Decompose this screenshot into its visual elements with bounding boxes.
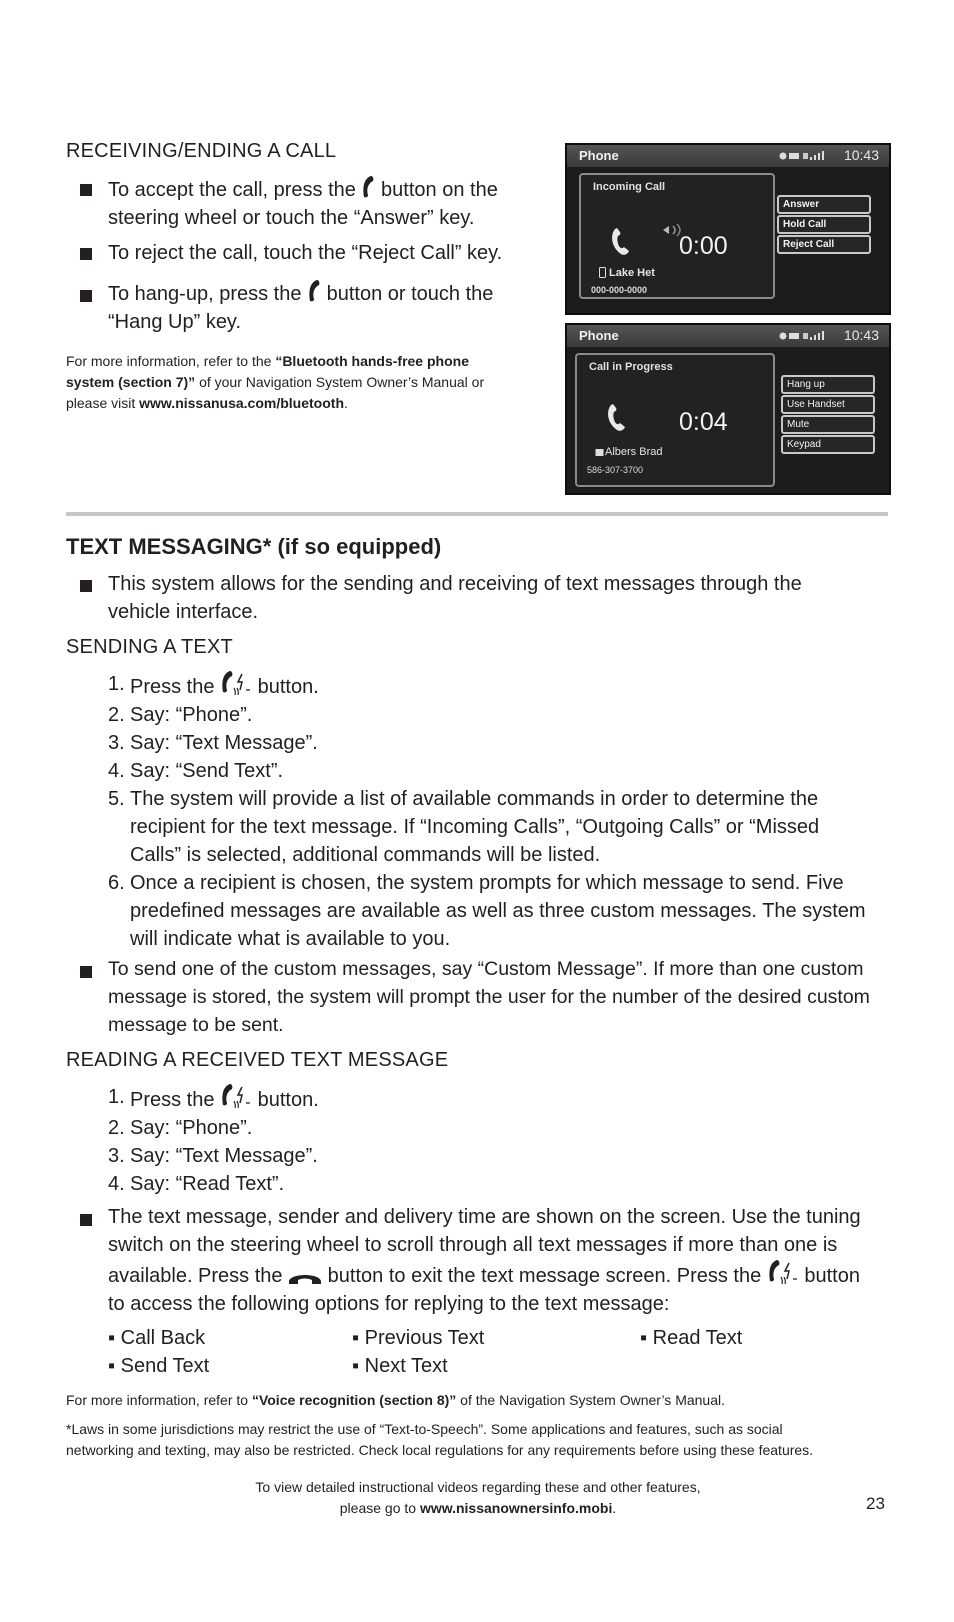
shown-line-4: to access the following options for replying to the text message: bbox=[108, 1293, 670, 1315]
shown-line-3b: button to exit the text message screen. Press the bbox=[327, 1265, 762, 1287]
info-text-2: of your Navigation System Owner’s Manual or bbox=[199, 374, 485, 390]
step-number: 4. bbox=[108, 760, 125, 782]
info-ref-2: system (section 7)” bbox=[66, 374, 196, 390]
bullet-marker bbox=[80, 1214, 92, 1226]
receiving-heading: RECEIVING/ENDING A CALL bbox=[66, 140, 337, 162]
list-item bbox=[108, 1114, 908, 1142]
list-item bbox=[108, 757, 908, 785]
step-text: Once a recipient is chosen, the system prompts for which message to send. Five bbox=[130, 872, 844, 894]
shown-line-3: available. Press the bbox=[108, 1265, 283, 1287]
step-number: 1. bbox=[108, 673, 125, 695]
voice-text-2: of the Navigation System Owner’s Manual. bbox=[460, 1392, 726, 1408]
sending-steps bbox=[108, 670, 908, 953]
hangup-text-3: “Hang Up” key. bbox=[108, 311, 242, 333]
accept-call-bullet bbox=[108, 175, 528, 232]
step-text: Say: “Send Text”. bbox=[130, 760, 284, 782]
step-text-2: recipient for the text message. If “Incoming Calls”, “Outgoing Calls” or “Missed bbox=[130, 816, 820, 838]
step-number: 3. bbox=[108, 1145, 125, 1167]
panel-label: Incoming Call bbox=[593, 181, 666, 193]
custom-message-bullet bbox=[108, 955, 908, 1039]
call-timer: 0:00 bbox=[679, 232, 728, 260]
info-text: For more information, refer to the bbox=[66, 353, 272, 369]
list-item bbox=[108, 670, 908, 701]
accept-text: To accept the call, press the bbox=[108, 179, 356, 201]
answer-button[interactable]: Answer bbox=[777, 195, 871, 214]
phone-icon bbox=[307, 279, 321, 303]
list-item bbox=[108, 729, 908, 757]
screen-clock: 10:43 bbox=[843, 327, 879, 343]
step-text: Say: “Phone”. bbox=[130, 1117, 253, 1139]
info-text-3: please visit bbox=[66, 395, 136, 411]
voice-ref: “Voice recognition (section 8)” bbox=[251, 1392, 457, 1408]
custom-line-2: message is stored, the system will prompt the user for the number of the desired custom bbox=[108, 986, 870, 1008]
hang-up-bullet bbox=[108, 279, 528, 336]
laws-line: *Laws in some jurisdictions may restrict the use of “Text-to-Speech”. Some applications and features, such as social bbox=[66, 1421, 783, 1437]
step-number: 3. bbox=[108, 732, 125, 754]
incoming-call-panel bbox=[579, 173, 775, 299]
mobile-icon bbox=[599, 267, 606, 278]
hangup-text-2: button or touch the bbox=[326, 283, 494, 305]
step-text: Say: “Phone”. bbox=[130, 704, 253, 726]
phone-voice-icon bbox=[767, 1259, 799, 1285]
list-item bbox=[108, 869, 908, 953]
bullet-marker bbox=[80, 966, 92, 978]
caller-name: Albers Brad bbox=[605, 446, 663, 458]
custom-line-3: message to be sent. bbox=[108, 1014, 284, 1036]
step-number: 2. bbox=[108, 1117, 125, 1139]
step-text-2: button. bbox=[257, 1089, 319, 1111]
step-text: Say: “Read Text”. bbox=[130, 1173, 285, 1195]
reading-heading: READING A RECEIVED TEXT MESSAGE bbox=[66, 1049, 449, 1071]
laws-line-2: networking and texting, may also be restricted. Check local regulations for any requirements before using these features. bbox=[66, 1442, 814, 1458]
screen-header bbox=[567, 145, 889, 167]
step-text: Say: “Text Message”. bbox=[130, 1145, 318, 1167]
shown-line-2: switch on the steering wheel to scroll through all text messages if more than one is bbox=[108, 1234, 838, 1256]
use-handset-button[interactable]: Use Handset bbox=[781, 395, 875, 414]
phone-icon bbox=[361, 175, 375, 199]
hang-up-icon bbox=[288, 1271, 322, 1285]
bullet-marker bbox=[80, 290, 92, 302]
step-number: 2. bbox=[108, 704, 125, 726]
voice-text: For more information, refer to bbox=[66, 1392, 249, 1408]
status-icons bbox=[779, 150, 827, 161]
section-divider bbox=[66, 512, 888, 516]
screen-title: Phone bbox=[579, 328, 619, 343]
shown-line-3c: button bbox=[804, 1265, 860, 1287]
step-number: 5. bbox=[108, 788, 125, 810]
caller-name: Lake Het bbox=[609, 267, 655, 279]
texting-intro bbox=[108, 570, 908, 626]
screen-header bbox=[567, 325, 889, 347]
texting-title: TEXT MESSAGING* (if so equipped) bbox=[66, 534, 442, 559]
info-ref: “Bluetooth hands-free phone bbox=[275, 353, 469, 369]
step-text: Press the bbox=[130, 676, 215, 698]
hangup-text: To hang-up, press the bbox=[108, 283, 302, 305]
step-text-3: Calls” is selected, additional commands will be listed. bbox=[130, 844, 601, 866]
reject-call-bullet: To reject the call, touch the “Reject Call” key. bbox=[108, 242, 503, 264]
intro-line-2: vehicle interface. bbox=[108, 601, 259, 623]
option-read-text: ▪ Read Text bbox=[640, 1327, 743, 1349]
step-text: Press the bbox=[130, 1089, 215, 1111]
footer-line: To view detailed instructional videos regarding these and other features, bbox=[255, 1479, 701, 1495]
list-item bbox=[108, 1170, 908, 1198]
list-item bbox=[108, 1142, 908, 1170]
panel-label: Call in Progress bbox=[589, 361, 673, 373]
custom-line: To send one of the custom messages, say “Custom Message”. If more than one custom bbox=[108, 958, 864, 980]
step-number: 6. bbox=[108, 872, 125, 894]
phone-voice-icon bbox=[220, 670, 252, 696]
call-progress-panel bbox=[575, 353, 775, 487]
step-text-2: button. bbox=[257, 676, 319, 698]
option-previous-text: ▪ Previous Text bbox=[352, 1327, 485, 1349]
intro-line: This system allows for the sending and receiving of text messages through the bbox=[108, 573, 802, 595]
step-text: Say: “Text Message”. bbox=[130, 732, 318, 754]
sending-heading: SENDING A TEXT bbox=[66, 636, 233, 658]
bluetooth-more-info bbox=[66, 351, 536, 414]
shown-line: The text message, sender and delivery time are shown on the screen. Use the tuning bbox=[108, 1206, 861, 1228]
hang-up-button[interactable]: Hang up bbox=[781, 375, 875, 394]
reject-call-button[interactable]: Reject Call bbox=[777, 235, 871, 254]
bullet-marker bbox=[80, 184, 92, 196]
reading-steps bbox=[108, 1083, 908, 1198]
step-number: 1. bbox=[108, 1086, 125, 1108]
bullet-marker bbox=[80, 580, 92, 592]
step-text-3: will indicate what is available to you. bbox=[130, 928, 451, 950]
home-icon bbox=[595, 447, 604, 456]
screen-clock: 10:43 bbox=[843, 147, 879, 163]
call-timer: 0:04 bbox=[679, 408, 728, 436]
option-call-back: ▪ Call Back bbox=[108, 1327, 206, 1349]
bluetooth-link[interactable]: www.nissanusa.com/bluetooth bbox=[139, 395, 344, 411]
status-icons bbox=[779, 330, 827, 341]
accept-text-3: steering wheel or touch the “Answer” key. bbox=[108, 207, 475, 229]
page-number: 23 bbox=[866, 1494, 885, 1513]
option-next-text: ▪ Next Text bbox=[352, 1355, 448, 1377]
step-text: The system will provide a list of available commands in order to determine the bbox=[130, 788, 819, 810]
caller-number: 586-307-3700 bbox=[587, 465, 644, 475]
owners-info-link[interactable]: www.nissanownersinfo.mobi bbox=[419, 1500, 613, 1516]
voice-recognition-info bbox=[66, 1390, 886, 1411]
caller-number: 000-000-0000 bbox=[591, 285, 648, 295]
mute-button[interactable]: Mute bbox=[781, 415, 875, 434]
step-text-2: predefined messages are available as well as three custom messages. The system bbox=[130, 900, 866, 922]
bullet-marker bbox=[80, 248, 92, 260]
keypad-button[interactable]: Keypad bbox=[781, 435, 875, 454]
handset-icon bbox=[609, 227, 633, 257]
footer-videos bbox=[200, 1477, 756, 1519]
phone-voice-icon bbox=[220, 1083, 252, 1109]
text-message-shown-bullet bbox=[108, 1203, 918, 1318]
laws-footnote bbox=[66, 1419, 926, 1461]
option-send-text: ▪ Send Text bbox=[108, 1355, 210, 1377]
footer-end: . bbox=[612, 1500, 617, 1516]
accept-text-2: button on the bbox=[381, 179, 498, 201]
list-item bbox=[108, 1083, 908, 1114]
hold-call-button[interactable]: Hold Call bbox=[777, 215, 871, 234]
list-item bbox=[108, 701, 908, 729]
info-end: . bbox=[344, 395, 348, 411]
incoming-call-screen bbox=[565, 143, 891, 315]
call-in-progress-screen bbox=[565, 323, 891, 495]
list-item bbox=[108, 785, 908, 869]
step-number: 4. bbox=[108, 1173, 125, 1195]
footer-line-2: please go to bbox=[339, 1500, 417, 1516]
handset-icon bbox=[605, 403, 629, 433]
screen-title: Phone bbox=[579, 148, 619, 163]
